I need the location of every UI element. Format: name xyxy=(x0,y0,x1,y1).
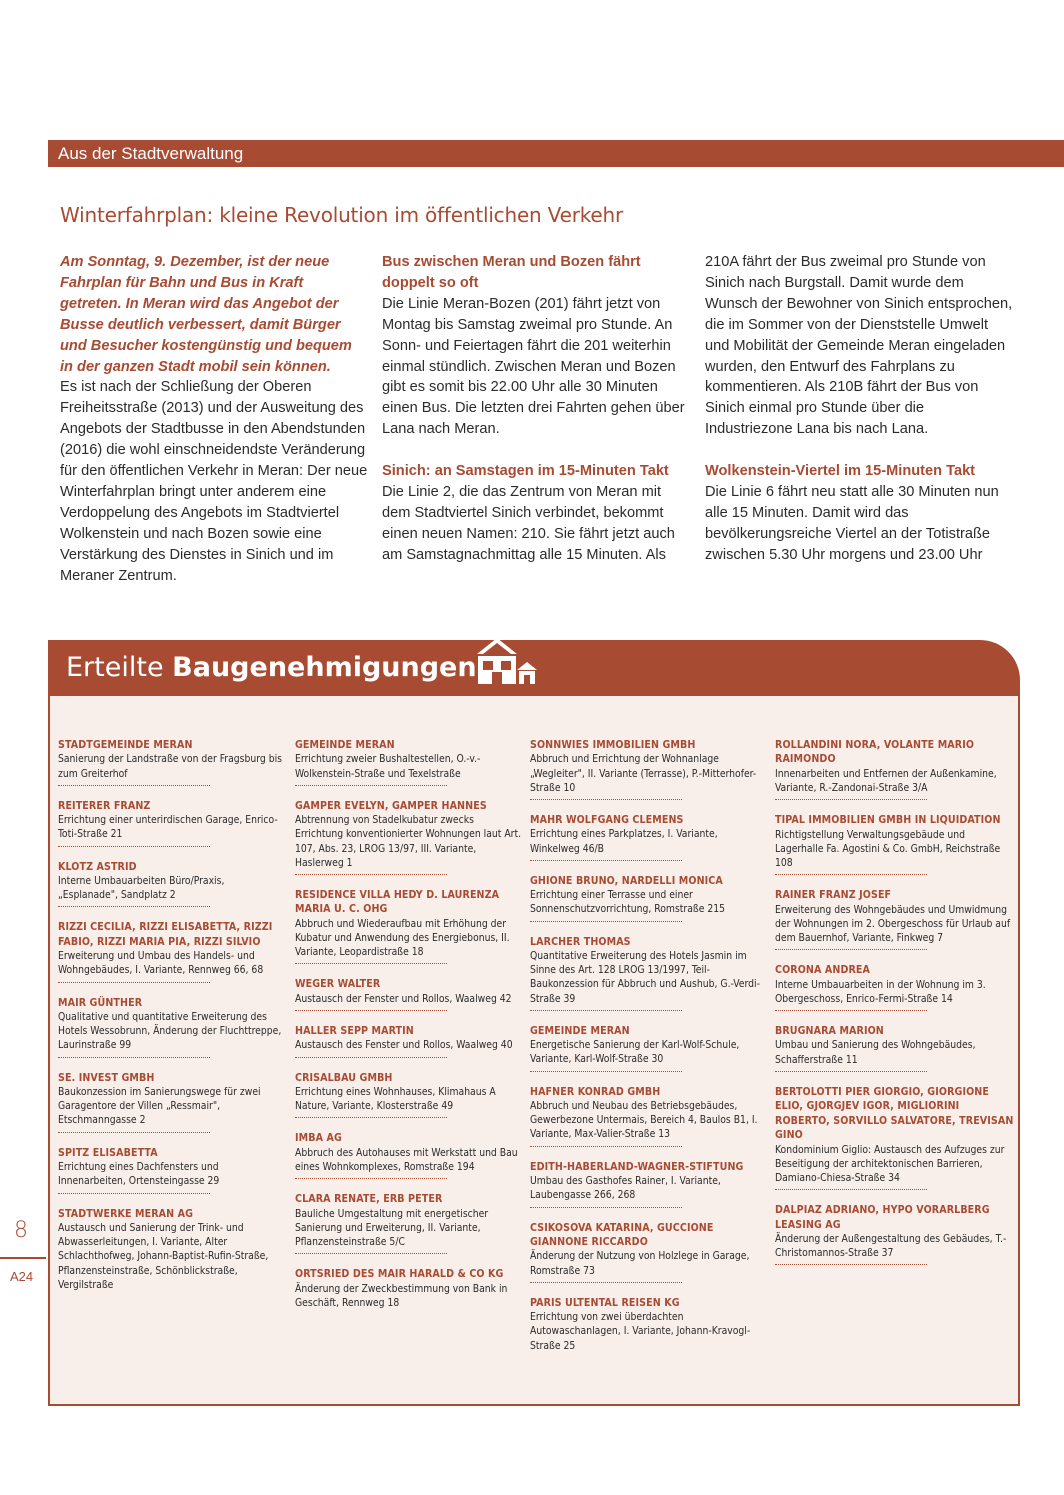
permit-entry xyxy=(775,1024,1015,1072)
article-lead: Am Sonntag, 9. Dezember, ist der neue Fahrplan für Bahn und Bus in Kraft getreten. In Meran wird das Angebot der Busse deutlich verbessert, damit Bürger und Besucher kostengünstig und bequem in der ganzen Stadt mobil sein können. xyxy=(60,254,352,375)
permit-owner: GHIONE BRUNO, NARDELLI MONICA xyxy=(530,874,723,887)
dotted-separator xyxy=(530,860,682,861)
permit-entry xyxy=(58,920,283,982)
permit-entry xyxy=(530,1024,762,1072)
permit-owner: CSIKOSOVA KATARINA, GUCCIONE GIANNONE RICCARDO xyxy=(530,1221,714,1248)
permit-description: Errichtung eines Wohnhauses, Klimahaus A Nature, Variante, Klosterstraße 49 xyxy=(295,1086,496,1113)
permit-entry xyxy=(530,813,762,861)
permit-description: Innenarbeiten und Entfernen der Außenkamine, Variante, R.-Zandonai-Straße 3/A xyxy=(775,767,997,795)
permit-owner: MAHR WOLFGANG CLEMENS xyxy=(530,814,684,827)
permit-entry xyxy=(295,1024,523,1058)
permit-description: Interne Umbauarbeiten in der Wohnung im 3. Obergeschoss, Enrico-Fermi-Straße 14 xyxy=(775,978,986,1005)
permit-entry xyxy=(295,738,523,786)
permit-owner: PARIS ULTENTAL REISEN KG xyxy=(530,1296,680,1309)
permit-owner: EDITH-HABERLAND-WAGNER-STIFTUNG xyxy=(530,1160,744,1173)
permit-owner: ROLLANDINI NORA, VOLANTE MARIO RAIMONDO xyxy=(775,739,975,766)
permit-owner: KLOTZ ASTRID xyxy=(58,860,137,873)
permit-owner: RAINER FRANZ JOSEF xyxy=(775,889,892,902)
dotted-separator xyxy=(530,1282,682,1283)
permit-owner: CRISALBAU GMBH xyxy=(295,1071,393,1084)
permit-entry xyxy=(530,874,762,922)
permit-description: Änderung der Nutzung von Holzlege in Garage, Romstraße 73 xyxy=(530,1250,750,1277)
permit-owner: SONNWIES IMMOBILIEN GMBH xyxy=(530,739,696,751)
dotted-separator xyxy=(58,785,210,786)
permits-column-3 xyxy=(530,738,762,1366)
dotted-separator xyxy=(530,799,682,800)
permit-owner: HALLER SEPP MARTIN xyxy=(295,1025,414,1038)
permit-owner: REITERER FRANZ xyxy=(58,799,151,812)
permit-entry xyxy=(775,1203,1015,1265)
dotted-separator xyxy=(58,1193,210,1194)
permit-description: Sanierung der Landstraße von der Fragsburg bis zum Greiterhof xyxy=(58,753,282,780)
permit-entry xyxy=(295,1071,523,1119)
permit-description: Abbruch und Neubau des Betriebsgebäudes, Gewerbezone Untermais, Bereich 4, Baulos B1, I. Variante, Max-Valier-Straße 13 xyxy=(530,1100,758,1141)
permit-entry xyxy=(58,860,283,908)
permit-description: Errichtung einer Terrasse und einer Sonnenschutzvorrichtung, Romstraße 215 xyxy=(530,889,726,916)
dotted-separator xyxy=(775,799,927,800)
permit-description: Erweiterung des Wohngebäudes und Umwidmung der Wohnungen im 2. Obergeschoss für Urlaub auf dem Bauernhof, Variante, Finkweg 7 xyxy=(775,903,1011,945)
permit-owner: RESIDENCE VILLA HEDY D. LAURENZA MARIA U. C. OHG xyxy=(295,889,500,916)
dotted-separator xyxy=(775,949,927,950)
permit-description: Umbau des Gasthofes Rainer, I. Variante, Laubengasse 266, 268 xyxy=(530,1175,721,1202)
permit-owner: BERTOLOTTI PIER GIORGIO, GIORGIONE ELIO, GJORGJEV IGOR, MIGLIORINI ROBERTO, SORVILLO SALVATORE, TREVISAN GINO xyxy=(775,1085,1014,1142)
permit-owner: GAMPER EVELYN, GAMPER HANNES xyxy=(295,799,487,812)
permit-owner: MAIR GÜNTHER xyxy=(58,996,143,1009)
permit-owner: STADTWERKE MERAN AG xyxy=(58,1207,194,1220)
permit-owner: RIZZI CECILIA, RIZZI ELISABETTA, RIZZI FABIO, RIZZI MARIA PIA, RIZZI SILVIO xyxy=(58,921,273,948)
permits-column-4 xyxy=(775,738,1015,1278)
permit-owner: CORONA ANDREA xyxy=(775,964,870,977)
permit-entry xyxy=(58,1146,283,1194)
permit-entry xyxy=(530,1085,762,1147)
permits-title: Erteilte Baugenehmigungen xyxy=(66,652,477,683)
permit-owner: ORTSRIED DES MAIR HARALD & CO KG xyxy=(295,1268,504,1281)
article-body: Die Linie 2, die das Zentrum von Meran mit dem Stadtviertel Sinich verbindet, bekommt einen neuen Namen: 210. Sie fährt jetzt auch am Samstagnachmittag alle 15 Minuten. Als xyxy=(382,484,675,563)
article-column-3 xyxy=(705,252,1013,566)
permit-entry xyxy=(295,888,523,964)
permit-description: Änderung der Außengestaltung des Gebäudes, T.-Christomannos-Straße 37 xyxy=(775,1232,1007,1260)
permit-description: Änderung der Zweckbestimmung von Bank in Geschäft, Rennweg 18 xyxy=(295,1282,508,1309)
section-code: A24 xyxy=(10,1269,34,1284)
dotted-separator xyxy=(295,963,447,964)
dotted-separator xyxy=(530,1146,682,1147)
article-headline: Winterfahrplan: kleine Revolution im öffentlichen Verkehr xyxy=(60,203,624,227)
section-header-bar xyxy=(48,140,1064,167)
permit-description: Errichtung von zwei überdachten Autowaschanlagen, I. Variante, Johann-Kravogl-Straße 25 xyxy=(530,1311,751,1352)
permit-description: Qualitative und quantitative Erweiterung des Hotels Wessobrunn, Änderung der Fluchttreppe, Laurinstraße 99 xyxy=(58,1011,282,1052)
article-subheading: Bus zwischen Meran und Bozen fährt doppelt so oft xyxy=(382,254,641,291)
permit-entry xyxy=(775,813,1015,875)
permit-owner: TIPAL IMMOBILIEN GMBH IN LIQUIDATION xyxy=(775,814,1001,827)
dotted-separator xyxy=(775,1010,927,1011)
permit-owner: CLARA RENATE, ERB PETER xyxy=(295,1193,443,1206)
permit-entry xyxy=(775,963,1015,1011)
dotted-separator xyxy=(530,1071,682,1072)
dotted-separator xyxy=(295,1178,447,1179)
permit-description: Austausch der Fenster und Rollos, Waalweg 42 xyxy=(295,992,512,1005)
permit-description: Interne Umbauarbeiten Büro/Praxis, „Esplanade", Sandplatz 2 xyxy=(58,875,225,902)
permit-description: Bauliche Umgestaltung mit energetischer Sanierung und Erweiterung, II. Variante, Pflanzensteinstraße 5/C xyxy=(295,1207,489,1249)
article-body: 210A fährt der Bus zweimal pro Stunde von Sinich nach Burgstall. Damit wurde dem Wunsch der Bewohner von Sinich entsprochen, die im Sommer von der Dienststelle Umwelt und Mobilität der Gemeinde Meran eingeladen wurden, den Entwurf des Fahrplans zu kommentieren. Als 210B fährt der Bus von Sinich einmal pro Stunde über die Industriezone Lana bis nach Lana. xyxy=(705,254,1013,438)
permit-entry xyxy=(530,738,762,800)
page-number-divider xyxy=(0,1257,46,1259)
permit-entry xyxy=(295,1267,523,1310)
permit-description: Abtrennung von Stadelkubatur zwecks Errichtung konventionierter Wohnungen laut Art. 107, Abs. 23, LROG 13/97, III. Variante, Haslerweg 1 xyxy=(295,814,522,869)
article-subheading: Wolkenstein-Viertel im 15-Minuten Takt xyxy=(705,463,976,480)
permit-entry xyxy=(295,977,523,1011)
permit-entry xyxy=(775,888,1015,950)
permit-description: Umbau und Sanierung des Wohngebäudes, Schafferstraße 11 xyxy=(775,1039,976,1066)
dotted-separator xyxy=(775,1189,927,1190)
permit-description: Abbruch und Wiederaufbau mit Erhöhung der Kubatur und Anwendung des Energiebonus, II. Variante, Leopardistraße 18 xyxy=(295,917,510,959)
dotted-separator xyxy=(58,906,210,907)
permit-entry xyxy=(295,799,523,875)
dotted-separator xyxy=(295,1057,447,1058)
permit-description: Abbruch und Errichtung der Wohnanlage „Wegleiter", II. Variante (Terrasse), P.-Mitterhofer-Straße 10 xyxy=(530,753,757,794)
article-body: Es ist nach der Schließung der Oberen Freiheitsstraße (2013) und der Ausweitung des Angebots der Stadtbusse in den Abendstunden (2016) die wohl einschneidendste Veränderung für den öffentlichen Verkehr in Meran: Der neue Winterfahrplan bringt unter anderem eine Verdoppelung des Angebots im Stadtviertel Wolkenstein und nach Bozen sowie eine Verstärkung des Dienstes in Sinich und im Meraner Zentrum. xyxy=(60,379,368,584)
permit-description: Kondominium Giglio: Austausch des Aufzuges zur Beseitigung der architektonischen Barrieren, Damiano-Chiesa-Straße 34 xyxy=(775,1143,1005,1184)
permit-owner: DALPIAZ ADRIANO, HYPO VORARLBERG LEASING AG xyxy=(775,1204,990,1231)
permits-column-1 xyxy=(58,738,283,1305)
dotted-separator xyxy=(775,1264,927,1265)
permit-entry xyxy=(775,738,1015,800)
permit-owner: GEMEINDE MERAN xyxy=(530,1024,630,1037)
permit-owner: SE. INVEST GMBH xyxy=(58,1071,155,1084)
permit-entry xyxy=(530,935,762,1011)
permit-entry xyxy=(58,799,283,847)
permit-entry xyxy=(295,1131,523,1179)
dotted-separator xyxy=(530,921,682,922)
permit-owner: BRUGNARA MARION xyxy=(775,1025,884,1038)
article-body: Die Linie Meran-Bozen (201) fährt jetzt von Montag bis Samstag zweimal pro Stunde. An Sonn- und Feiertagen fährt die 201 weiterhin einmal stündlich. Zwischen Meran und Bozen gibt es somit bis 22.00 Uhr alle 30 Minuten einen Bus. Die letzten drei Fahrten gehen über Lana nach Meran. xyxy=(382,295,685,438)
dotted-separator xyxy=(530,1010,682,1011)
page-number: 8 xyxy=(14,1218,28,1243)
article-subheading: Sinich: an Samstagen im 15-Minuten Takt xyxy=(382,463,669,480)
dotted-separator xyxy=(295,874,447,875)
permit-entry xyxy=(775,1085,1015,1190)
permit-entry xyxy=(530,1160,762,1208)
permit-owner: LARCHER THOMAS xyxy=(530,935,631,948)
permit-description: Quantitative Erweiterung des Hotels Jasmin im Sinne des Art. 128 LROG 13/1997, Teil-Baukonzession für Abbruch und Aushub, G.-Verdi-Straße 39 xyxy=(530,950,760,1005)
permit-entry xyxy=(530,1296,762,1353)
dotted-separator xyxy=(295,1117,447,1118)
permit-owner: SPITZ ELISABETTA xyxy=(58,1146,158,1159)
permit-description: Errichtung einer unterirdischen Garage, Enrico-Toti-Straße 21 xyxy=(58,814,278,841)
permit-entry xyxy=(295,1192,523,1254)
permit-entry xyxy=(58,1207,283,1292)
article-column-2 xyxy=(382,252,690,566)
dotted-separator xyxy=(58,846,210,847)
permit-entry xyxy=(58,1071,283,1133)
permit-description: Errichtung zweier Bushaltestellen, O.-v.-Wolkenstein-Straße und Texelstraße xyxy=(295,753,481,780)
permit-description: Baukonzession im Sanierungswege für zwei Garagentore der Villen „Ressmair", Etschmanngasse 2 xyxy=(58,1086,261,1127)
dotted-separator xyxy=(295,1253,447,1254)
permit-description: Energetische Sanierung der Karl-Wolf-Schule, Variante, Karl-Wolf-Straße 30 xyxy=(530,1039,740,1066)
dotted-separator xyxy=(775,874,927,875)
article-column-1 xyxy=(60,252,368,587)
permit-description: Austausch und Sanierung der Trink- und Abwasserleitungen, I. Variante, Alter Schlachthofweg, Johann-Baptist-Rufin-Straße, Pflanzensteinstraße, Schönblickstraße, Vergilstraße xyxy=(58,1221,269,1291)
dotted-separator xyxy=(58,982,210,983)
permit-description: Erweiterung und Umbau des Handels- und Wohngebäudes, I. Variante, Rennweg 66, 68 xyxy=(58,950,264,977)
dotted-separator xyxy=(295,1010,447,1011)
houses-icon xyxy=(472,634,542,686)
permit-description: Austausch des Fenster und Rollos, Waalweg 40 xyxy=(295,1039,513,1052)
dotted-separator xyxy=(295,785,447,786)
dotted-separator xyxy=(58,1132,210,1133)
article-body: Die Linie 6 fährt neu statt alle 30 Minuten nun alle 15 Minuten. Damit wird das bevölkerungsreiche Viertel an der Totistraße zwischen 5.30 Uhr morgens und 23.00 Uhr xyxy=(705,484,999,563)
permit-entry xyxy=(58,996,283,1058)
permit-owner: GEMEINDE MERAN xyxy=(295,739,395,751)
section-title: Aus der Stadtverwaltung xyxy=(58,144,244,163)
permit-description: Errichtung eines Dachfensters und Innenarbeiten, Ortensteingasse 29 xyxy=(58,1161,220,1188)
permit-owner: WEGER WALTER xyxy=(295,978,381,991)
dotted-separator xyxy=(775,1071,927,1072)
permit-entry xyxy=(530,1221,762,1283)
permit-description: Richtigstellung Verwaltungsgebäude und Lagerhalle Fa. Agostini & Co. GmbH, Reichstraße 108 xyxy=(775,828,1001,870)
permit-owner: HAFNER KONRAD GMBH xyxy=(530,1085,661,1098)
permit-owner: STADTGEMEINDE MERAN xyxy=(58,739,193,751)
dotted-separator xyxy=(530,1207,682,1208)
dotted-separator xyxy=(58,1057,210,1058)
permits-column-2 xyxy=(295,738,523,1323)
permit-owner: IMBA AG xyxy=(295,1132,342,1145)
permit-description: Errichtung eines Parkplatzes, I. Variante, Winkelweg 46/B xyxy=(530,828,718,855)
permit-entry xyxy=(58,738,283,786)
permit-description: Abbruch des Autohauses mit Werkstatt und Bau eines Wohnkomplexes, Romstraße 194 xyxy=(295,1146,518,1174)
